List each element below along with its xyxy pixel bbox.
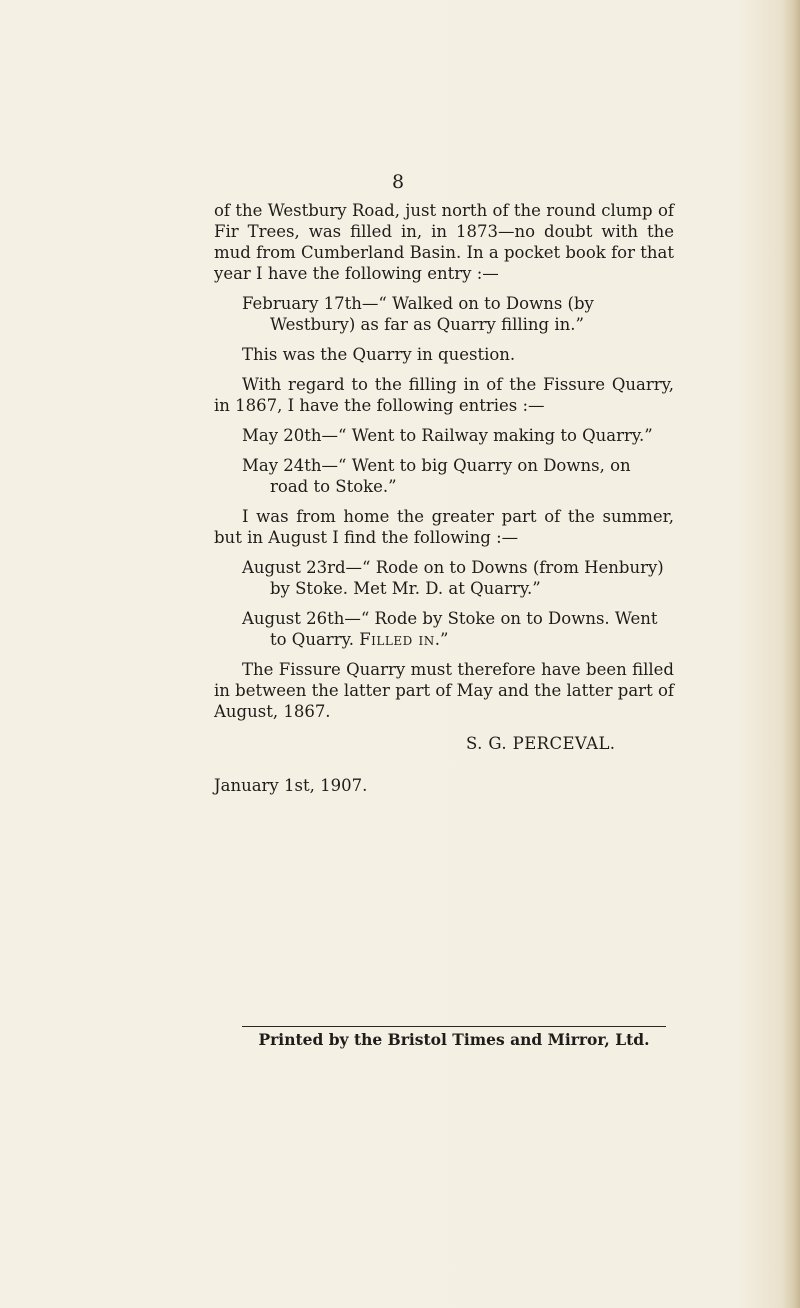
entry-august-26-text: August 26th—“ Rode by Stoke on to Downs. Went to Quarry.: [242, 609, 658, 649]
intro-paragraph: of the Westbury Road, just north of the round clump of Fir Trees, was filled in, in 1873—no doubt with the mud from Cumberland Basin. In a pocket book for that year I have the following entry :—: [214, 201, 674, 283]
footer-divider: [242, 1026, 666, 1027]
page-edge-shadow: [782, 0, 800, 1308]
paragraph-summer: I was from home the greater part of the summer, but in August I find the following :—: [214, 507, 674, 547]
diary-entry-august-23: August 23rd—“ Rode on to Downs (from Henbury) by Stoke. Met Mr. D. at Quarry.”: [242, 558, 664, 598]
diary-entry-august-26: [214, 608, 674, 650]
paragraph-conclusion: The Fissure Quarry must therefore have been filled in between the latter part of May and the latter part of August, 1867.: [214, 660, 674, 721]
letter-date: January 1st, 1907.: [214, 776, 368, 795]
author-signature: S. G. PERCEVAL.: [466, 734, 616, 753]
filled-in-small-caps: Filled in: [359, 630, 435, 649]
page-number: 8: [392, 171, 405, 193]
printer-imprint: Printed by the Bristol Times and Mirror, Ltd.: [258, 1030, 650, 1049]
body-text: [214, 200, 674, 722]
paragraph-fissure-quarry: With regard to the filling in of the Fissure Quarry, in 1867, I have the following entries :—: [214, 375, 674, 415]
paragraph-quarry-question: This was the Quarry in question.: [242, 345, 516, 364]
diary-entry-february: February 17th—“ Walked on to Downs (by Westbury) as far as Quarry filling in.”: [242, 294, 594, 334]
entry-august-26-end: .”: [434, 630, 449, 649]
diary-entry-may-24: May 24th—“ Went to big Quarry on Downs, on road to Stoke.”: [242, 456, 631, 496]
diary-entry-may-20: May 20th—“ Went to Railway making to Quarry.”: [242, 426, 653, 445]
